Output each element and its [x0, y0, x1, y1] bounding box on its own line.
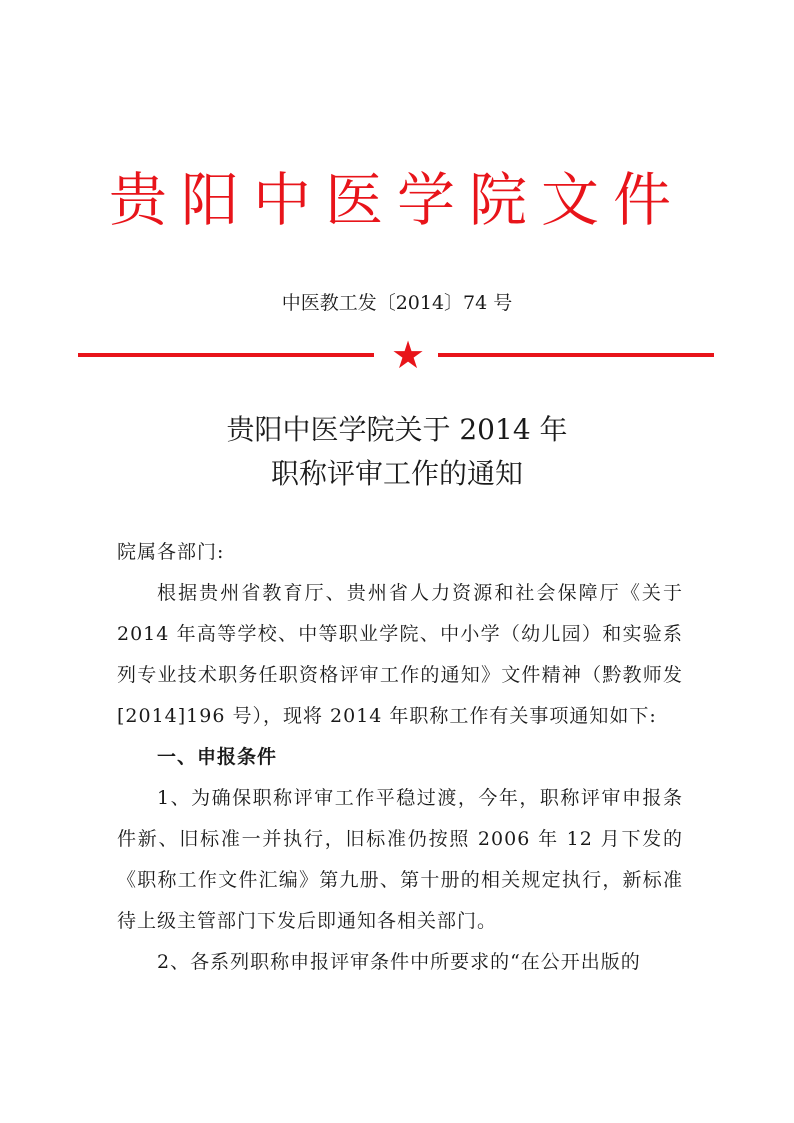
notice-title-line-1: 贵阳中医学院关于 2014 年 [226, 413, 568, 446]
section-heading-application-conditions: 一、申报条件 [157, 746, 278, 768]
notice-title [0, 408, 794, 496]
document-body [117, 532, 683, 983]
red-divider [78, 333, 714, 377]
divider-line-left [78, 353, 374, 357]
item-2-paragraph: 2、各系列职称申报评审条件中所要求的“在公开出版的 [157, 951, 641, 973]
intro-paragraph: 根据贵州省教育厅、贵州省人力资源和社会保障厅《关于 2014 年高等学校、中等职业学院、中小学（幼儿园）和实验系列专业技术职务任职资格评审工作的通知》文件精神（黔教师发[2014]196 号），现将 2014 年职称工作有关事项通知如下: [117, 582, 683, 727]
notice-title-line-2: 职称评审工作的通知 [270, 457, 523, 490]
star-icon: ★ [390, 333, 426, 377]
item-1-paragraph: 1、为确保职称评审工作平稳过渡，今年，职称评审申报条件新、旧标准一并执行，旧标准仍按照 2006 年 12 月下发的《职称工作文件汇编》第九册、第十册的相关规定执行，新标准待上级主管部门下发后即通知各相关部门。 [117, 787, 683, 932]
salutation: 院属各部门: [117, 541, 225, 563]
divider-line-right [438, 353, 714, 357]
document-header-title: 贵阳中医学院文件 [108, 166, 685, 234]
document-number: 中医教工发〔2014〕74 号 [281, 292, 513, 314]
